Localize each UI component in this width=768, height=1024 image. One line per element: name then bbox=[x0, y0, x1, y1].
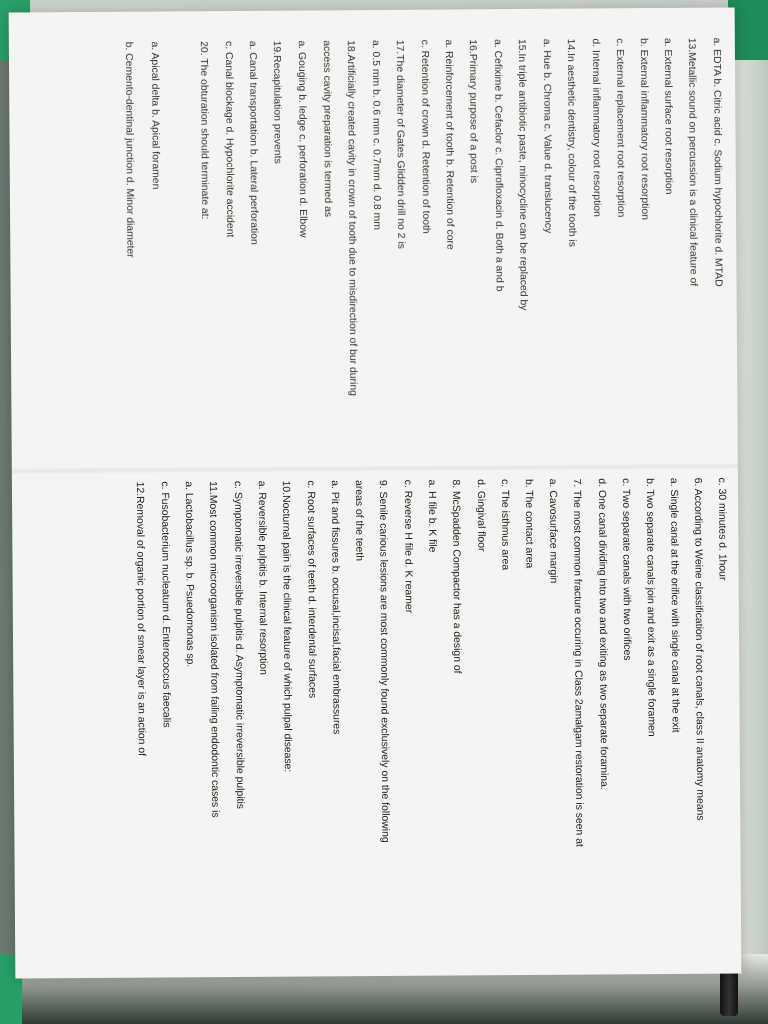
left-page-line: 16.Primary purpose of a post is bbox=[466, 39, 479, 184]
left-page-line: c. External replacement root resorption bbox=[613, 38, 627, 218]
left-page-line: 13.Metallic sound on percussion is a clinical feature of bbox=[685, 37, 699, 287]
rotated-spread bbox=[9, 7, 742, 976]
right-page-line: 12.Removal of organic portion of smear layer is an action of bbox=[133, 481, 147, 757]
left-page-line: b. Cemento-dentinal junction d. Minor diameter bbox=[122, 41, 136, 258]
left-page-line: access cavity preparation is termed as bbox=[320, 40, 334, 218]
right-page-line: a. Lactobacillus sp. b. Psuedomonas sp. bbox=[182, 481, 196, 668]
left-page-line: c. Canal blockage d. Hypochlorite accident bbox=[222, 40, 236, 238]
right-page-line: 6. According to Weine classification of root canals, class II anatomy means bbox=[691, 477, 706, 821]
right-page-line: d. Gingival floor bbox=[474, 479, 487, 552]
right-page-line: 9. Senile carious lesions are most commonly found exclusively on the following bbox=[376, 479, 391, 843]
left-page-line: c. Retention of crown d. Retention of tooth bbox=[418, 39, 432, 234]
right-page-line: c. Symptomatic irreversible pulpitis d. Asymptomatic irreversible pulpitis bbox=[231, 480, 246, 809]
right-page-line: c. Reverse H file d. K reamer bbox=[401, 479, 414, 614]
left-page-line: b. External inflammatory root resorption bbox=[637, 38, 651, 221]
left-page-line: 18.Artificially created cavity in crown of tooth due to misdirection of bur during bbox=[344, 40, 359, 396]
right-page-line: c. Root surfaces of teeth d. interdental surfaces bbox=[304, 480, 318, 699]
left-page-line: a. Canal transportation b. Lateral perforation bbox=[246, 40, 260, 245]
left-page-line: a. External surface root resorption bbox=[661, 37, 674, 195]
left-page-line: a. Reinforcement of tooth b. Retention of core bbox=[442, 39, 456, 250]
right-page-line: 7. The most common fracture occuring in Class 2amalgam restoration is seen at bbox=[570, 478, 585, 847]
right-page-line: 11.Most common microorganism isolated from failing endodontic cases is bbox=[206, 481, 221, 818]
right-page-line: a. Cavosurface margin bbox=[546, 478, 559, 584]
left-page-line: a. EDTA b. Citric acid c. Sodium hypochlorite d. MTAD bbox=[710, 37, 724, 287]
right-page-line: a. Pit and fissures b. occusal,incisal,facial embrassures bbox=[328, 480, 342, 735]
right-page-line: a. Single canal at the orifice with single canal at the exit bbox=[667, 477, 681, 733]
left-page bbox=[9, 37, 738, 472]
left-page-line: 20. The obturation should terminate at: bbox=[197, 41, 211, 220]
right-page-line: c. 30 minutes d. 1hour bbox=[715, 477, 728, 581]
right-page-line: c. Two separate canals with two orifices bbox=[619, 478, 633, 661]
right-page-line: c. Fusobacterium nucleatum d. Enterococcus faecalis bbox=[158, 481, 172, 728]
left-page-line: d. Internal inflammatory root resorption bbox=[589, 38, 603, 217]
right-page-line: 10.Nocturnal pain is the clinical feature of which pulpal disease: bbox=[279, 480, 293, 773]
right-page bbox=[12, 477, 741, 962]
right-page-line: 8. McSpadden Compactor has a design of bbox=[449, 479, 463, 674]
left-page-line: 19.Recapitulation prevents bbox=[270, 40, 283, 164]
left-page-line: a. Apical delta b. Apical foramen bbox=[148, 41, 161, 190]
right-page-line: areas of the teeth bbox=[352, 480, 365, 562]
left-page-line: a. Gouging b. ledge c. perforation d. Elbow bbox=[295, 40, 309, 238]
right-page-line: b. The contact area bbox=[522, 478, 535, 569]
right-page-line: c. The isthmus area bbox=[498, 479, 511, 571]
left-page-line: 15.In triple antibiotic paste, minocycline can be replaced by bbox=[515, 38, 529, 311]
left-page-line: a. 0.5 mm b. 0.6 mm c. 0.7mm d. 0.8 mm bbox=[369, 39, 383, 231]
right-page-line: d. One canal dividing into two and exiting as two separate foramina. bbox=[595, 478, 610, 790]
left-page-line: a. Hue b. Chroma c. Value d. translucency bbox=[540, 38, 554, 234]
left-page-line: 14.In aesthetic dentistry, colour of the tooth is bbox=[564, 38, 578, 247]
exam-paper bbox=[9, 7, 742, 978]
right-page-line: b. Two separate canals join and exit as a single foramen bbox=[643, 478, 657, 737]
left-page-line: a. Cefixime b. Cefaclor c. Ciprofloxacin d. Both a and b bbox=[491, 39, 505, 292]
left-page-line: 17.The diameter of Gates Glidden drill no 2 is bbox=[393, 39, 407, 249]
right-page-line: a. H file b. K file bbox=[425, 479, 438, 553]
right-page-line: a. Reversible pulpitis b. Internal resorption bbox=[255, 480, 269, 675]
